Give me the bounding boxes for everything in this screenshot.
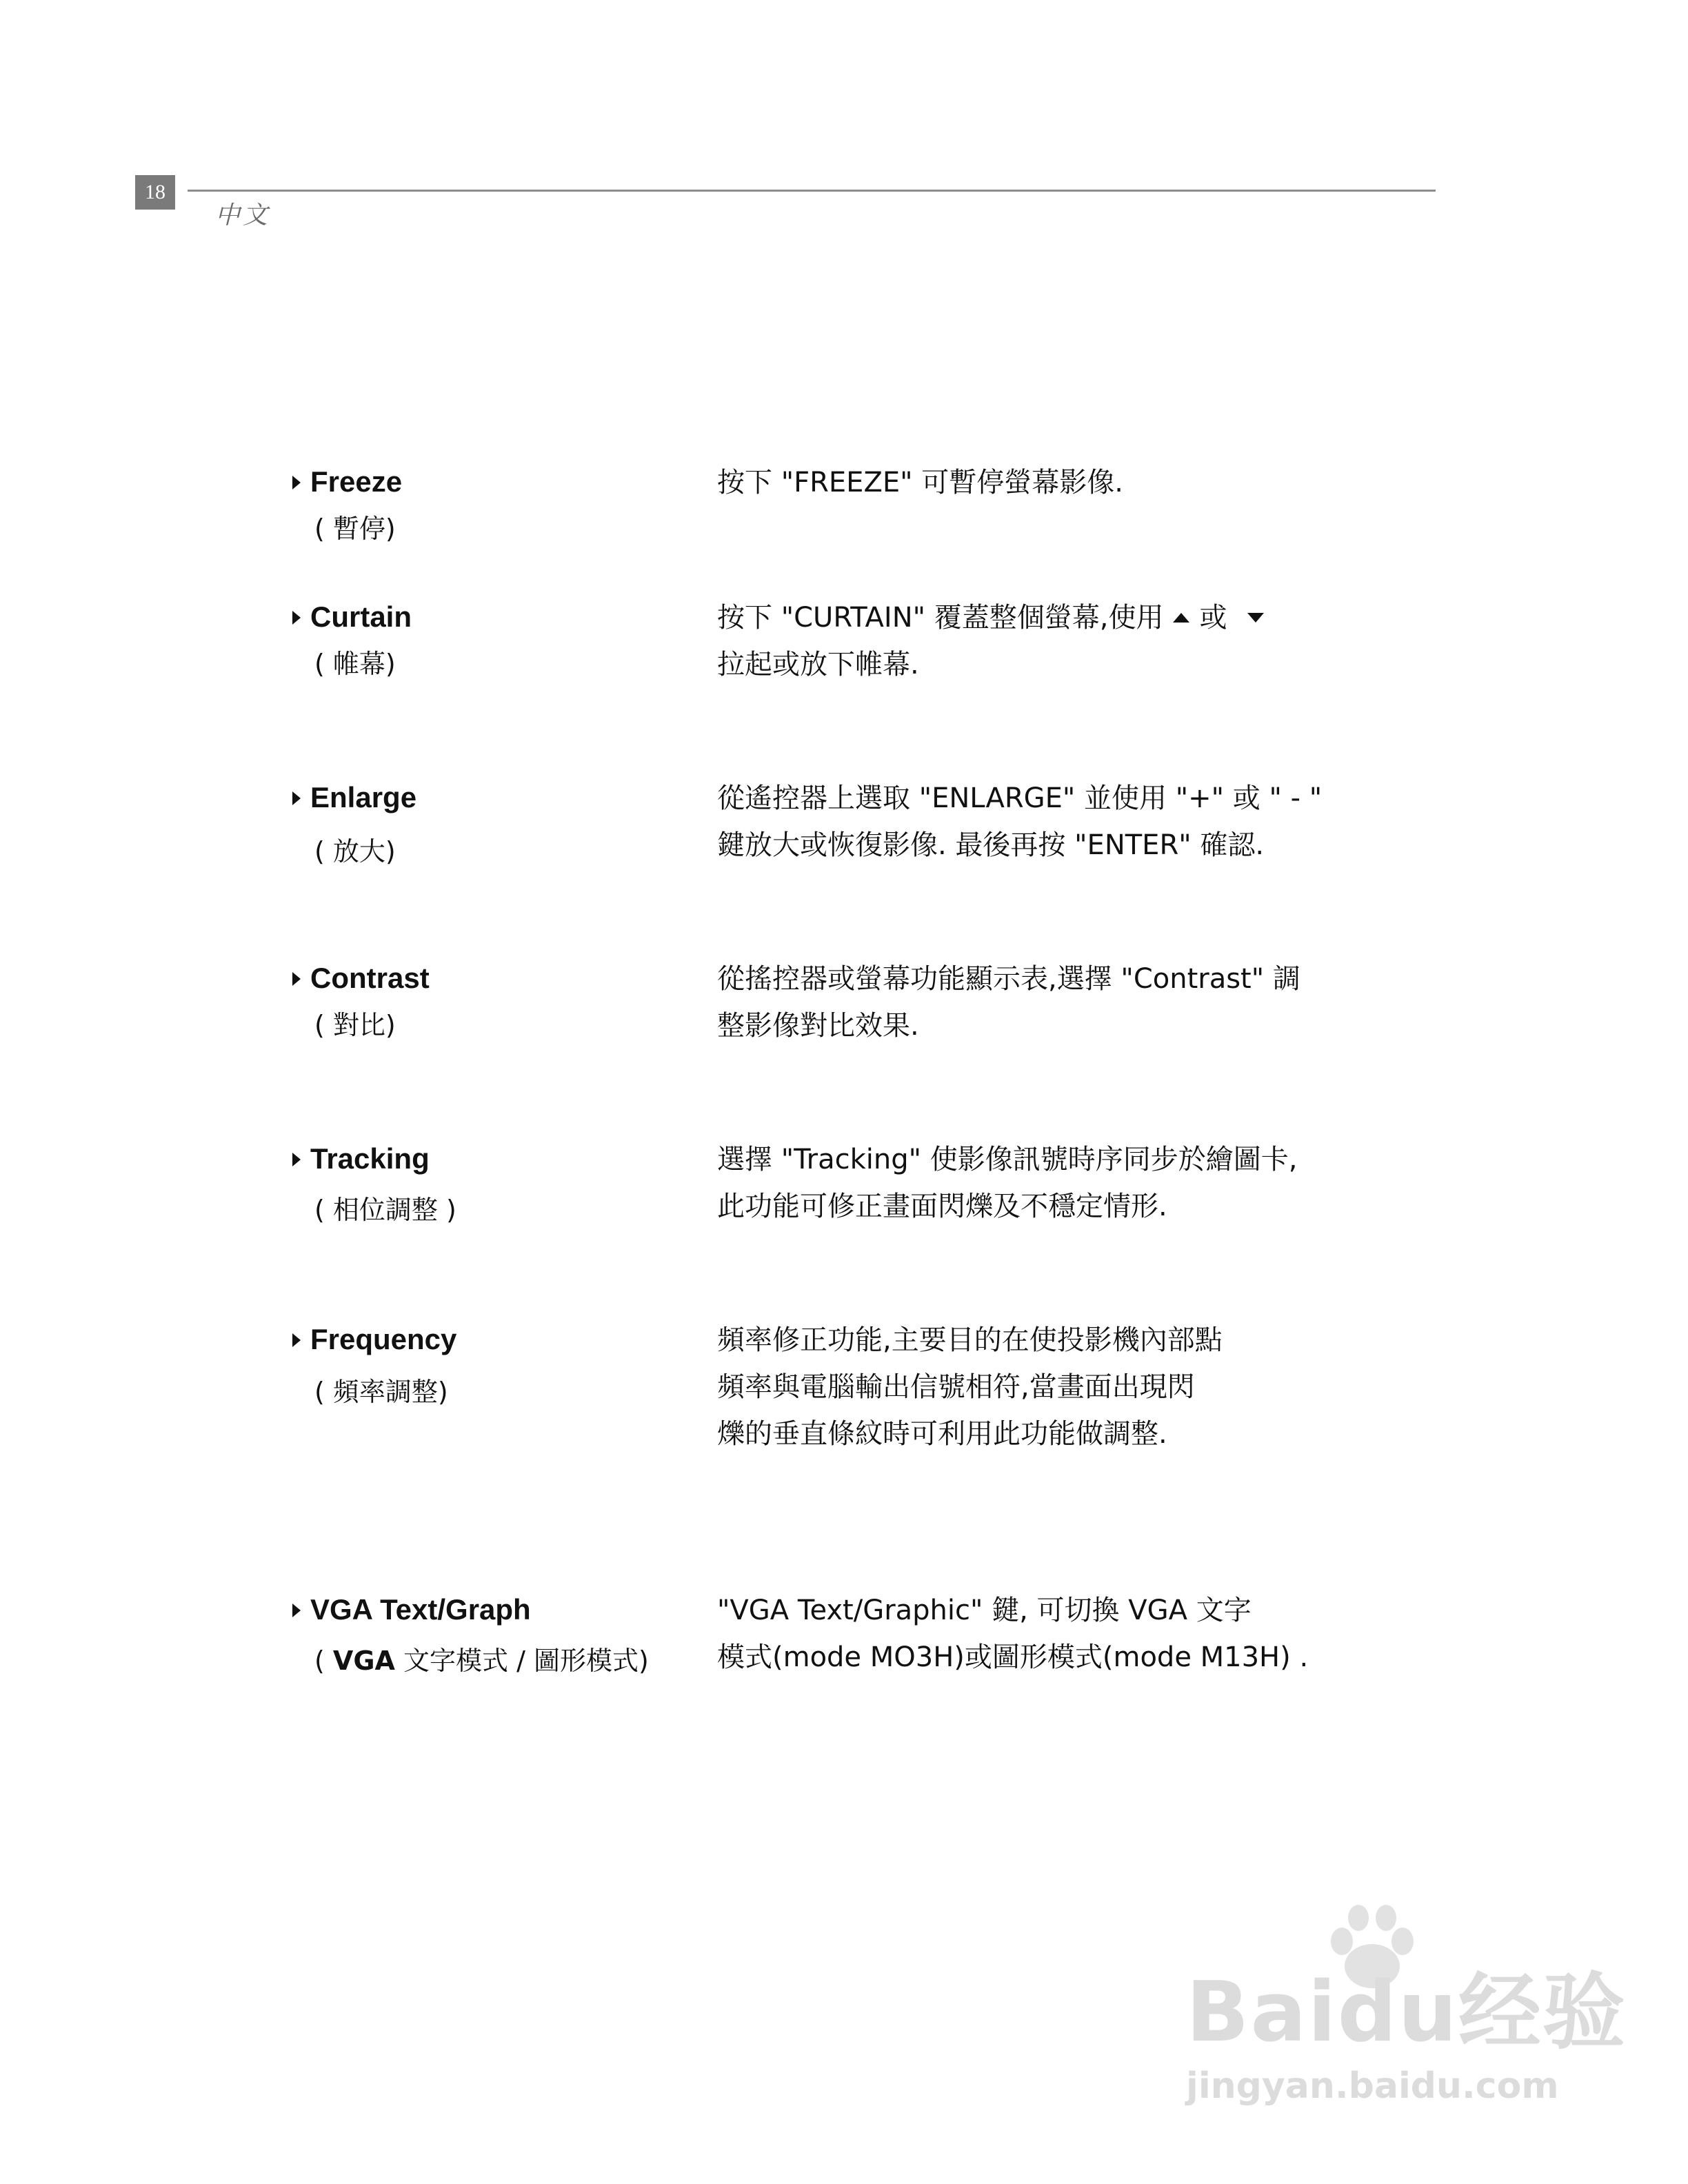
description-line: 從遙控器上選取 "ENLARGE" 並使用 "+" 或 " - "	[717, 782, 1323, 814]
term-heading	[292, 600, 412, 634]
page-number: 18	[135, 175, 175, 210]
term-chinese-rest: 文字模式 / 圖形模式)	[394, 1646, 649, 1676]
watermark-brand: Baidu经验	[1186, 1965, 1627, 2061]
term-chinese-open: (	[314, 1646, 333, 1676]
term-heading	[292, 1142, 430, 1176]
watermark-url: jingyan.baidu.com	[1186, 2065, 1559, 2107]
description-line: 整影像對比效果.	[717, 1010, 919, 1042]
term-chinese: ( 暫停)	[314, 514, 396, 544]
triangle-right-icon	[292, 791, 301, 805]
term-description	[717, 1136, 1379, 1230]
term-label: Curtain	[310, 600, 412, 633]
description-line: 拉起或放下帷幕.	[717, 649, 919, 680]
description-line: 選擇 "Tracking" 使影像訊號時序同步於繪圖卡,	[717, 1144, 1298, 1175]
header-rule	[188, 190, 1436, 192]
description-line	[717, 594, 1379, 641]
description-line: 從搖控器或螢幕功能顯示表,選擇 "Contrast" 調	[717, 963, 1300, 995]
description-line: 頻率修正功能,主要目的在使投影機內部點	[717, 1324, 1223, 1356]
term-heading	[292, 465, 402, 499]
term-description	[717, 459, 1379, 506]
term-chinese: ( 對比)	[314, 1010, 396, 1040]
description-line: 爍的垂直條紋時可利用此功能做調整.	[717, 1418, 1167, 1450]
triangle-down-icon	[1247, 613, 1264, 623]
term-chinese: ( 帷幕)	[314, 649, 396, 679]
term-description	[717, 1587, 1379, 1681]
header-language-label: 中文	[215, 201, 271, 230]
triangle-up-icon	[1173, 613, 1189, 623]
triangle-right-icon	[292, 611, 301, 625]
description-text: 按下 "CURTAIN" 覆蓋整個螢幕,使用	[717, 602, 1164, 634]
term-heading	[292, 780, 416, 815]
term-chinese	[314, 1644, 649, 1678]
triangle-right-icon	[292, 1333, 301, 1347]
term-chinese: ( 放大)	[314, 836, 396, 867]
description-line: 此功能可修正畫面閃爍及不穩定情形.	[717, 1191, 1167, 1222]
description-line: "VGA Text/Graphic" 鍵, 可切換 VGA 文字	[717, 1595, 1252, 1626]
term-description	[717, 1317, 1379, 1457]
triangle-right-icon	[292, 972, 301, 986]
triangle-right-icon	[292, 1604, 301, 1617]
term-label: Freeze	[310, 465, 403, 498]
term-heading	[292, 1593, 531, 1627]
term-label: Tracking	[310, 1142, 430, 1175]
triangle-right-icon	[292, 476, 301, 489]
term-chinese-bold: VGA	[332, 1646, 395, 1676]
description-line: 按下 "FREEZE" 可暫停螢幕影像.	[717, 467, 1123, 498]
term-label: VGA Text/Graph	[310, 1593, 531, 1626]
term-chinese: ( 頻率調整)	[314, 1377, 448, 1407]
watermark	[1172, 1903, 1627, 2110]
term-label: Enlarge	[310, 781, 417, 813]
term-description	[717, 594, 1379, 688]
term-heading	[292, 961, 430, 995]
description-line: 鍵放大或恢復影像. 最後再按 "ENTER" 確認.	[717, 829, 1265, 861]
description-line: 模式(mode MO3H)或圖形模式(mode M13H) .	[717, 1641, 1309, 1673]
triangle-right-icon	[292, 1153, 301, 1166]
term-heading	[292, 1322, 456, 1357]
term-label: Frequency	[310, 1323, 457, 1355]
term-label: Contrast	[310, 962, 430, 994]
description-line: 頻率與電腦輸出信號相符,當畫面出現閃	[717, 1371, 1195, 1403]
term-chinese: ( 相位調整 )	[314, 1195, 456, 1225]
term-description	[717, 956, 1379, 1049]
term-description	[717, 775, 1379, 869]
description-text: 或	[1199, 602, 1227, 634]
